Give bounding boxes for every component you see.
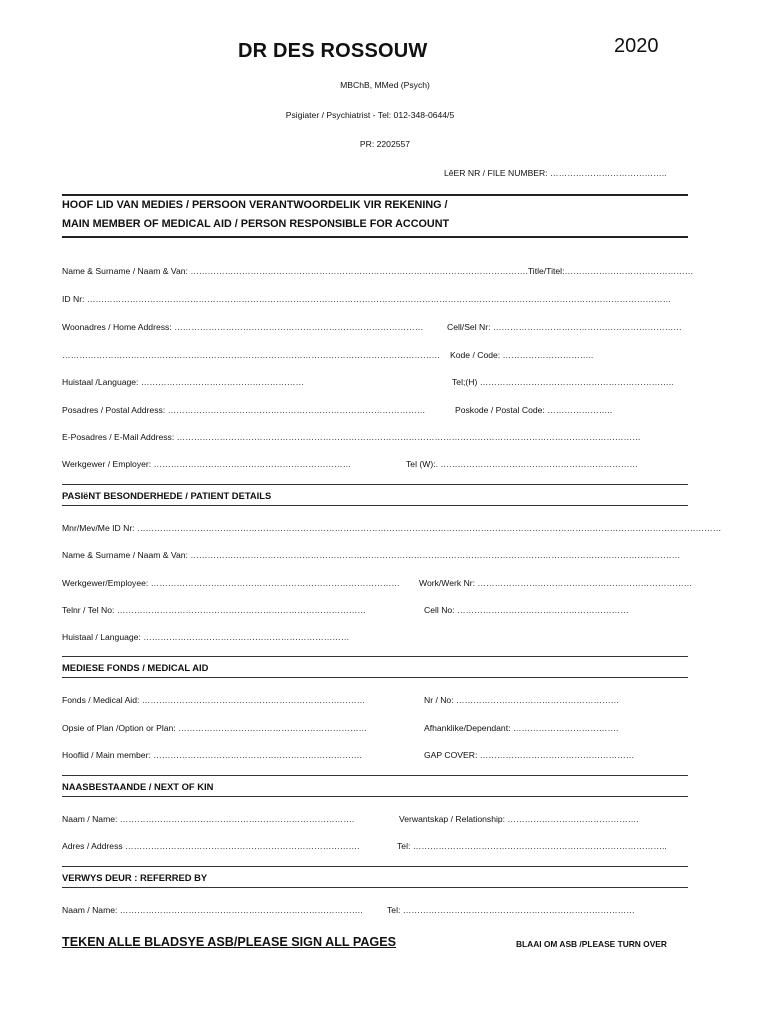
- sign-all-pages-note: TEKEN ALLE BLADSYE ASB/PLEASE SIGN ALL PAGES: [62, 935, 397, 949]
- section-divider: [62, 677, 688, 678]
- qualifications: MBChB, MMed (Psych): [340, 80, 430, 90]
- file-number-field[interactable]: LêER NR / FILE NUMBER: …………………………………..: [444, 168, 667, 178]
- kin-name-field[interactable]: Naam / Name: ……………………………………………………………………….: [62, 814, 355, 824]
- section-divider: [62, 236, 688, 238]
- home-address-field[interactable]: Woonadres / Home Address: ……………………………………………………………………………: [62, 322, 424, 332]
- code-field[interactable]: Kode / Code: …………………………..: [450, 350, 594, 360]
- address-line2-field[interactable]: ……………………………………………………………………………………………………………………: [62, 350, 441, 360]
- postal-address-field[interactable]: Posadres / Postal Address: ………………………………………………………………………………: [62, 405, 426, 415]
- patient-name-field[interactable]: Name & Surname / Naam & Van: ………………………………………………………………………………………………………………………………………………………: [62, 550, 681, 560]
- medical-aid-plan-field[interactable]: Opsie of Plan /Option or Plan: …………………………………………………………: [62, 723, 368, 733]
- dependant-field[interactable]: Afhanklike/Dependant: ……………………………….: [424, 723, 619, 733]
- postal-code-field[interactable]: Poskode / Postal Code: …………………..: [455, 405, 613, 415]
- email-field[interactable]: E-Posadres / E-Mail Address: ………………………………………………………………………………………………………………………………………………: [62, 432, 641, 442]
- main-member-field[interactable]: Hooflid / Main member: ……………………………………………………………….: [62, 750, 362, 760]
- section-divider: [62, 484, 688, 485]
- medical-aid-fund-field[interactable]: Fonds / Medical Aid: ……………………………………………………………………: [62, 695, 366, 705]
- section-divider: [62, 656, 688, 657]
- language-field[interactable]: Huistaal /Language: …………………………………………………: [62, 377, 305, 387]
- patient-details-heading: PASIëNT BESONDERHEDE / PATIENT DETAILS: [62, 490, 272, 501]
- main-member-heading: [62, 196, 449, 234]
- section-divider: [62, 775, 688, 776]
- work-tel-field[interactable]: Tel (W):. ……………………………………………………………: [406, 459, 639, 469]
- patient-cell-field[interactable]: Cell No: ……………………………………………………: [424, 605, 629, 615]
- cell-number-field[interactable]: Cell/Sel Nr: …………………………………………………………: [447, 322, 682, 332]
- section-divider: [62, 505, 688, 506]
- kin-relationship-field[interactable]: Verwantskap / Relationship: ……………………………………….: [399, 814, 639, 824]
- employer-field[interactable]: Werkgewer / Employer: ……………………………………………………………: [62, 459, 352, 469]
- home-tel-field[interactable]: Tel;(H) …………………………………………………………..: [452, 377, 674, 387]
- kin-address-field[interactable]: Adres / Address ……………………………………………………………………….: [62, 841, 360, 851]
- medical-aid-heading: MEDIESE FONDS / MEDICAL AID: [62, 662, 209, 673]
- referrer-tel-field[interactable]: Tel: ………………………………………………………………………: [387, 905, 635, 915]
- main-member-heading-line1: HOOF LID VAN MEDIES / PERSOON VERANTWOORDELIK VIR REKENING /: [62, 199, 448, 211]
- section-divider: [62, 866, 688, 867]
- pr-number: PR: 2202557: [359, 139, 411, 149]
- next-of-kin-heading: NAASBESTAANDE / NEXT OF KIN: [62, 781, 214, 792]
- main-member-id-field[interactable]: ID Nr: ……………………………………………………………………………………………………………………………………………………………………………………: [62, 294, 672, 304]
- turn-over-note: BLAAI OM ASB /PLEASE TURN OVER: [516, 939, 667, 949]
- patient-tel-field[interactable]: Telnr / Tel No: ……………………………………………………………………………: [62, 605, 366, 615]
- main-member-name-field[interactable]: Name & Surname / Naam & Van: ……………………………………………………………………………………………………….Title/Titel:………………………………………: [62, 266, 694, 276]
- gap-cover-field[interactable]: GAP COVER: ………………………………………………: [424, 750, 635, 760]
- referrer-name-field[interactable]: Naam / Name: ………………………………………………………………………….: [62, 905, 363, 915]
- patient-id-field[interactable]: Mnr/Mev/Me ID Nr: ……………………………………………………………………………………………………………………………………………………………………………………: [62, 523, 722, 533]
- profession-tel: Psigiater / Psychiatrist - Tel: 012-348-0644/5: [285, 110, 455, 120]
- section-divider: [62, 796, 688, 797]
- form-year: 2020: [614, 35, 659, 57]
- medical-aid-number-field[interactable]: Nr / No: …………………………………………………: [424, 695, 620, 705]
- patient-work-nr-field[interactable]: Work/Werk Nr: …………………………………………………………………: [419, 578, 693, 588]
- patient-language-field[interactable]: Huistaal / Language: ………………………………………………………………: [62, 632, 350, 642]
- section-divider: [62, 887, 688, 888]
- kin-tel-field[interactable]: Tel: ……………………………………………………………………………..: [397, 841, 667, 851]
- patient-employee-field[interactable]: Werkgewer/Employee: ……………………………………………………………………………: [62, 578, 400, 588]
- referred-by-heading: VERWYS DEUR : REFERRED BY: [62, 872, 208, 883]
- main-member-heading-line2: MAIN MEMBER OF MEDICAL AID / PERSON RESPONSIBLE FOR ACCOUNT: [62, 218, 450, 230]
- doctor-name: DR DES ROSSOUW: [238, 40, 428, 62]
